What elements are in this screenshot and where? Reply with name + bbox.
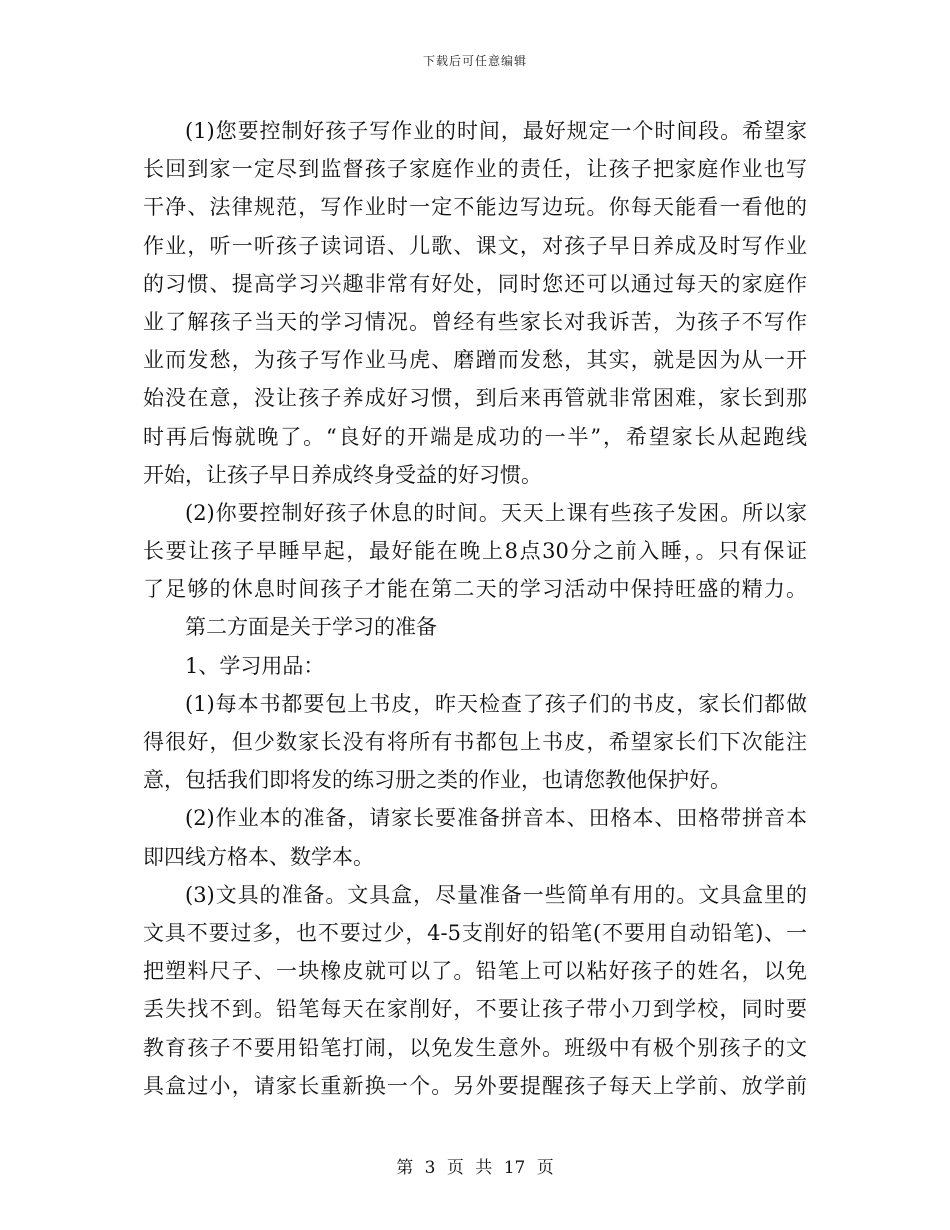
paragraph-line: 始没在意，没让孩子养成好习惯，到后来再管就非常困难，家长到那 xyxy=(143,386,807,411)
paragraph-line: 长要让孩子早睡早起，最好能在晚上8点30分之前入睡，。只有保证 xyxy=(143,539,807,564)
paragraph-line: 长回到家一定尽到监督孩子家庭作业的责任，让孩子把家庭作业也写 xyxy=(143,157,807,182)
paragraph-line: 的习惯、提高学习兴趣非常有好处，同时您还可以通过每天的家庭作 xyxy=(143,271,807,296)
page-header: 下载后可任意编辑 xyxy=(422,54,527,68)
paragraph-line: 把塑料尺子、一块橡皮就可以了。铅笔上可以粘好孩子的姓名，以免 xyxy=(143,959,807,984)
paragraph-line: (2)作业本的准备，请家长要准备拼音本、田格本、田格带拼音本 xyxy=(185,806,807,831)
paragraph-line: 业了解孩子当天的学习情况。曾经有些家长对我诉苦，为孩子不写作 xyxy=(143,309,807,334)
paragraph-line: 干净、法律规范，写作业时一定不能边写边玩。你每天能看一看他的 xyxy=(143,195,807,220)
document-body xyxy=(143,112,807,1105)
paragraph-line: 文具不要过多，也不要过少，4-5支削好的铅笔(不要用自动铅笔)、一 xyxy=(143,920,807,945)
paragraph-line: 丢失找不到。铅笔每天在家削好，不要让孩子带小刀到学校，同时要 xyxy=(143,997,807,1022)
section-heading: 第二方面是关于学习的准备 xyxy=(185,615,437,640)
paragraph-line: 教育孩子不要用铅笔打闹，以免发生意外。班级中有极个别孩子的文 xyxy=(143,1035,807,1060)
paragraph-line: 业而发愁，为孩子写作业马虎、磨蹭而发愁，其实，就是因为从一开 xyxy=(143,348,807,373)
subsection-heading: 1、学习用品： xyxy=(185,653,325,678)
paragraph-line: 开始，让孩子早日养成终身受益的好习惯。 xyxy=(143,462,542,487)
paragraph-line: 时再后悔就晚了。“良好的开端是成功的一半”，希望家长从起跑线 xyxy=(143,424,807,449)
paragraph-line: 了足够的休息时间孩子才能在第二天的学习活动中保持旺盛的精力。 xyxy=(143,577,807,602)
paragraph-line: (2)你要控制好孩子休息的时间。天天上课有些孩子发困。所以家 xyxy=(185,500,807,525)
page-footer: 第 3 页 共 17 页 xyxy=(396,1158,554,1178)
paragraph-line: 具盒过小，请家长重新换一个。另外要提醒孩子每天上学前、放学前 xyxy=(143,1073,807,1098)
paragraph-line: 作业，听一听孩子读词语、儿歌、课文，对孩子早日养成及时写作业 xyxy=(143,233,807,258)
paragraph-line: 得很好，但少数家长没有将所有书都包上书皮，希望家长们下次能注 xyxy=(143,730,807,754)
paragraph-line: (1)每本书都要包上书皮，昨天检查了孩子们的书皮，家长们都做 xyxy=(185,691,807,716)
paragraph-line: (3)文具的准备。文具盒，尽量准备一些简单有用的。文具盒里的 xyxy=(185,882,807,907)
paragraph-line: (1)您要控制好孩子写作业的时间，最好规定一个时间段。希望家 xyxy=(185,119,807,143)
paragraph-line: 意，包括我们即将发的练习册之类的作业，也请您教他保护好。 xyxy=(143,768,731,793)
paragraph-line: 即四线方格本、数学本。 xyxy=(143,844,374,869)
